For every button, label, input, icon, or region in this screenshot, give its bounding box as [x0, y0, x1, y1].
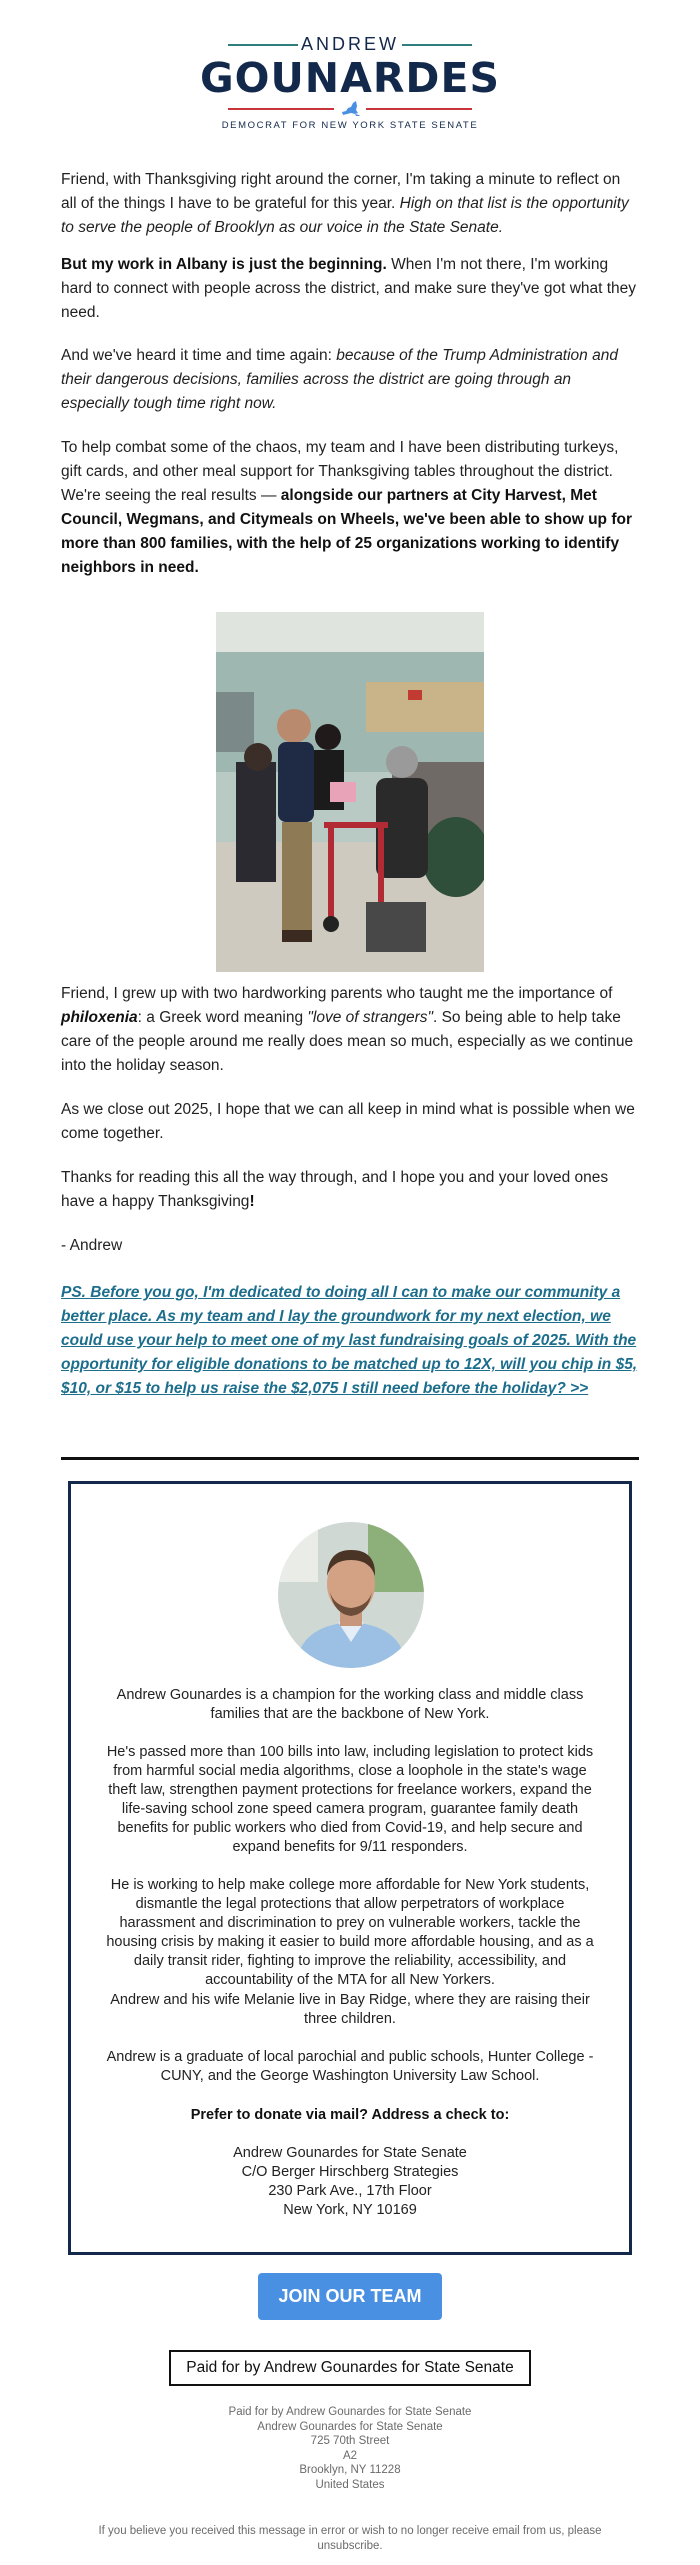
volunteer-photo [216, 612, 484, 972]
paragraph-close-out [61, 1098, 639, 1146]
philoxenia-text-2: : a Greek word meaning [137, 1009, 308, 1026]
results-bold-text: alongside our partners at City Harvest, Met Council, Wegmans, and Citymeals on Wheels, we've been able to show up for more than 800 families, with the help of 25 organizations working to identify neighbors in need. [61, 487, 632, 576]
mail-address [105, 2144, 595, 2220]
candidate-avatar [278, 1522, 424, 1668]
close-out-text: As we close out 2025, I hope that we can all keep in mind what is possible when we come together. [61, 1101, 635, 1142]
logo-rule-right [402, 44, 472, 46]
trump-italic-text: because of the Trump Administration and their dangerous decisions, families across the district are going through an especially tough time right now. [61, 347, 618, 412]
mail-address-line-1: Andrew Gounardes for State Senate [233, 2145, 467, 2161]
bio-education: Andrew is a graduate of local parochial and public schools, Hunter College - CUNY, and the George Washington University Law School. [106, 2049, 594, 2084]
join-our-team-button[interactable]: JOIN OUR TEAM [258, 2273, 442, 2320]
logo-rule-left [228, 44, 298, 46]
footer-line-3: 725 70th Street [310, 2435, 390, 2447]
trump-text: And we've heard it time and time again: [61, 347, 337, 364]
philoxenia-text-1: Friend, I grew up with two hardworking parents who taught me the importance of [61, 985, 613, 1002]
paid-for-by-box: Paid for by Andrew Gounardes for State Senate [169, 2350, 531, 2386]
philoxenia-text-3: . So being able to help take care of the people around me really does mean so much, especially as we continue into the holiday season. [61, 1009, 634, 1074]
paragraph-results [61, 436, 639, 580]
signoff [61, 1234, 639, 1258]
bio-box [68, 1481, 632, 2255]
paragraph-philoxenia [61, 982, 639, 1078]
campaign-logo [0, 26, 700, 138]
footer-line-6: United States [315, 2478, 385, 2491]
logo-red-rule-right [366, 108, 472, 110]
thanks-text: Thanks for reading this all the way through, and I hope you and your loved ones have a happy Thanksgiving [61, 1169, 609, 1210]
paragraph-intro [61, 168, 639, 240]
bio-laws-passed: He's passed more than 100 bills into law, including legislation to protect kids from harmful social media algorithms, close a loophole in the state's wage theft law, strengthen payment protections for freelance workers, expand the life-saving school zone speed camera program, guarantee family death benefits for public workers who died from Covid-19, and help secure and expand benefits for 9/11 responders. [106, 1744, 594, 1855]
logo-tagline: DEMOCRAT FOR NEW YORK STATE SENATE [221, 120, 479, 131]
thanks-exclamation: ! [249, 1193, 255, 1210]
mail-address-line-2: C/O Berger Hirschberg Strategies [241, 2164, 459, 2180]
footer-line-5: Brooklyn, NY 11228 [299, 2464, 401, 2476]
mail-donation-heading [105, 2106, 595, 2125]
footer-line-4: A2 [342, 2449, 358, 2462]
avatar-illustration [278, 1522, 424, 1668]
bio-family: Andrew and his wife Melanie live in Bay Ridge, where they are raising their three children. [110, 1992, 590, 2027]
footer-line-1: Paid for by Andrew Gounardes for State Senate [228, 2406, 472, 2418]
footer-address [0, 2405, 700, 2492]
intro-italic-text: High on that list is the opportunity to serve the people of Brooklyn as our voice in the State Senate. [61, 195, 629, 236]
ps-donate-link[interactable]: PS. Before you go, I'm dedicated to doing all I can to make our community a better place. As my team and I lay the groundwork for my next election, we could use your help to meet one of my last fundraising goals of 2025. With the opportunity for eligible donations to be matched up to 12X, will you chip in $5, $10, or $15 to help us raise the $2,075 I still need before the holiday? >> [61, 1284, 638, 1397]
philoxenia-meaning: "love of strangers" [307, 1009, 433, 1026]
logo-first-name: ANDREW [301, 34, 399, 54]
paragraph-albany [61, 253, 639, 325]
logo-red-rule-left [228, 108, 334, 110]
section-divider [61, 1457, 639, 1460]
paragraph-thanks [61, 1166, 639, 1214]
intro-text: Friend, with Thanksgiving right around the corner, I'm taking a minute to reflect on all of the things I have to be grateful for this year. [61, 171, 621, 212]
mail-address-line-3: 230 Park Ave., 17th Floor [268, 2183, 432, 2199]
paragraph-trump [61, 344, 639, 416]
footer-line-2: Andrew Gounardes for State Senate [257, 2420, 443, 2433]
new-york-state-icon [339, 98, 361, 120]
unsubscribe-notice[interactable]: If you believe you received this message in error or wish to no longer receive email from us, please unsubscribe. [98, 2525, 602, 2552]
bio-champion: Andrew Gounardes is a champion for the working class and middle class families that are the backbone of New York. [116, 1687, 584, 1722]
logo-first-name-row [228, 34, 472, 54]
results-text: To help combat some of the chaos, my team and I have been distributing turkeys, gift cards, and other meal support for Thanksgiving tables throughout the district. We're seeing the real results — [61, 439, 619, 504]
signoff-text: - Andrew [61, 1237, 123, 1254]
albany-bold-text: But my work in Albany is just the beginning. [61, 256, 387, 273]
photo-illustration [216, 612, 484, 972]
mail-address-line-4: New York, NY 10169 [283, 2202, 417, 2218]
albany-text: When I'm not there, I'm working hard to connect with people across the district, and make sure they've got what they need. [61, 256, 637, 321]
mail-donation-heading-text: Prefer to donate via mail? Address a check to: [190, 2107, 510, 2123]
philoxenia-word: philoxenia [61, 1009, 138, 1026]
bio-working-on: He is working to help make college more affordable for New York students, dismantle the legal protections that allow perpetrators of workplace harassment and discrimination to prey on vulnerable workers, tackle the housing crisis by making it easier to build more affordable housing, and as a daily transit rider, fighting to improve the reliability, accessibility, and accountability of the MTA for all New Yorkers. [106, 1877, 594, 1988]
logo-last-name: GOUNARDES [200, 54, 500, 102]
